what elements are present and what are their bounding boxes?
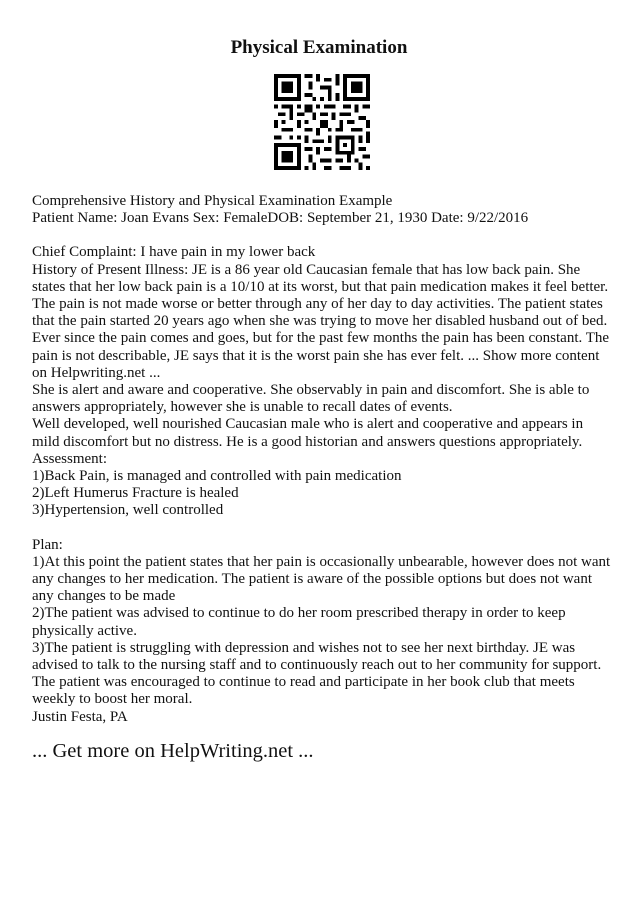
page-title: Physical Examination — [230, 37, 408, 58]
assessment-item: 3)Hypertension, well controlled — [32, 502, 224, 519]
observation-paragraph: She is alert and aware and cooperative. She observably in pain and discomfort. She is able to answers appropriately, however she is unable to recall dates of events. — [32, 382, 590, 416]
plan-label: Plan: — [32, 536, 63, 553]
observation-paragraph: Well developed, well nourished Caucasian male who is alert and cooperative and appears in mild discomfort but no distress. He is a good historian and answers questions appropriately. — [32, 416, 584, 450]
assessment-item: 1)Back Pain, is managed and controlled with pain medication — [32, 468, 402, 485]
patient-info-line: Patient Name: Joan Evans Sex: FemaleDOB: September 21, 1930 Date: 9/22/2016 — [32, 210, 529, 227]
plan-item: 1)At this point the patient states that her pain is occasionally unbearable, however does not want any changes to her medication. The patient is aware of the possible options but does not want any changes to be made — [32, 553, 611, 605]
qr-code-icon — [274, 74, 370, 170]
signature: Justin Festa, PA — [32, 708, 128, 725]
assessment-item: 2)Left Humerus Fracture is healed — [32, 485, 239, 502]
assessment-label: Assessment: — [32, 450, 107, 467]
chief-complaint: Chief Complaint: I have pain in my lower back — [32, 244, 316, 261]
document-body — [32, 193, 612, 726]
plan-item: 2)The patient was advised to continue to do her room prescribed therapy in order to keep physically active. — [32, 605, 566, 639]
plan-item: 3)The patient is struggling with depression and wishes not to see her next birthday. JE was advised to talk to the nursing staff and to continuously reach out to her community for support. The patient was encouraged to continue to read and participate in her book club that meets weekly to boost her moral. — [32, 639, 602, 708]
get-more-link[interactable]: ... Get more on HelpWriting.net ... — [32, 740, 314, 762]
paragraph-gap — [32, 227, 612, 244]
document-heading-line: Comprehensive History and Physical Examination Example — [32, 193, 393, 209]
paragraph-gap — [32, 520, 612, 537]
history-of-present-illness: History of Present Illness: JE is a 86 year old Caucasian female that has low back pain. She states that her low back pain is a 10/10 at its worst, but that pain medication makes it feel better. The pain is not made worse or better through any of her day to day activities. The patient states that the pain started 20 years ago when she was trying to move her disabled husband out of bed. Ever since the pain comes and goes, but for the past few months the pain has been constant. The pain is not describable, JE says that it is the worst pain she has ever felt. ... Show more content on Helpwriting.net ... — [32, 261, 610, 381]
